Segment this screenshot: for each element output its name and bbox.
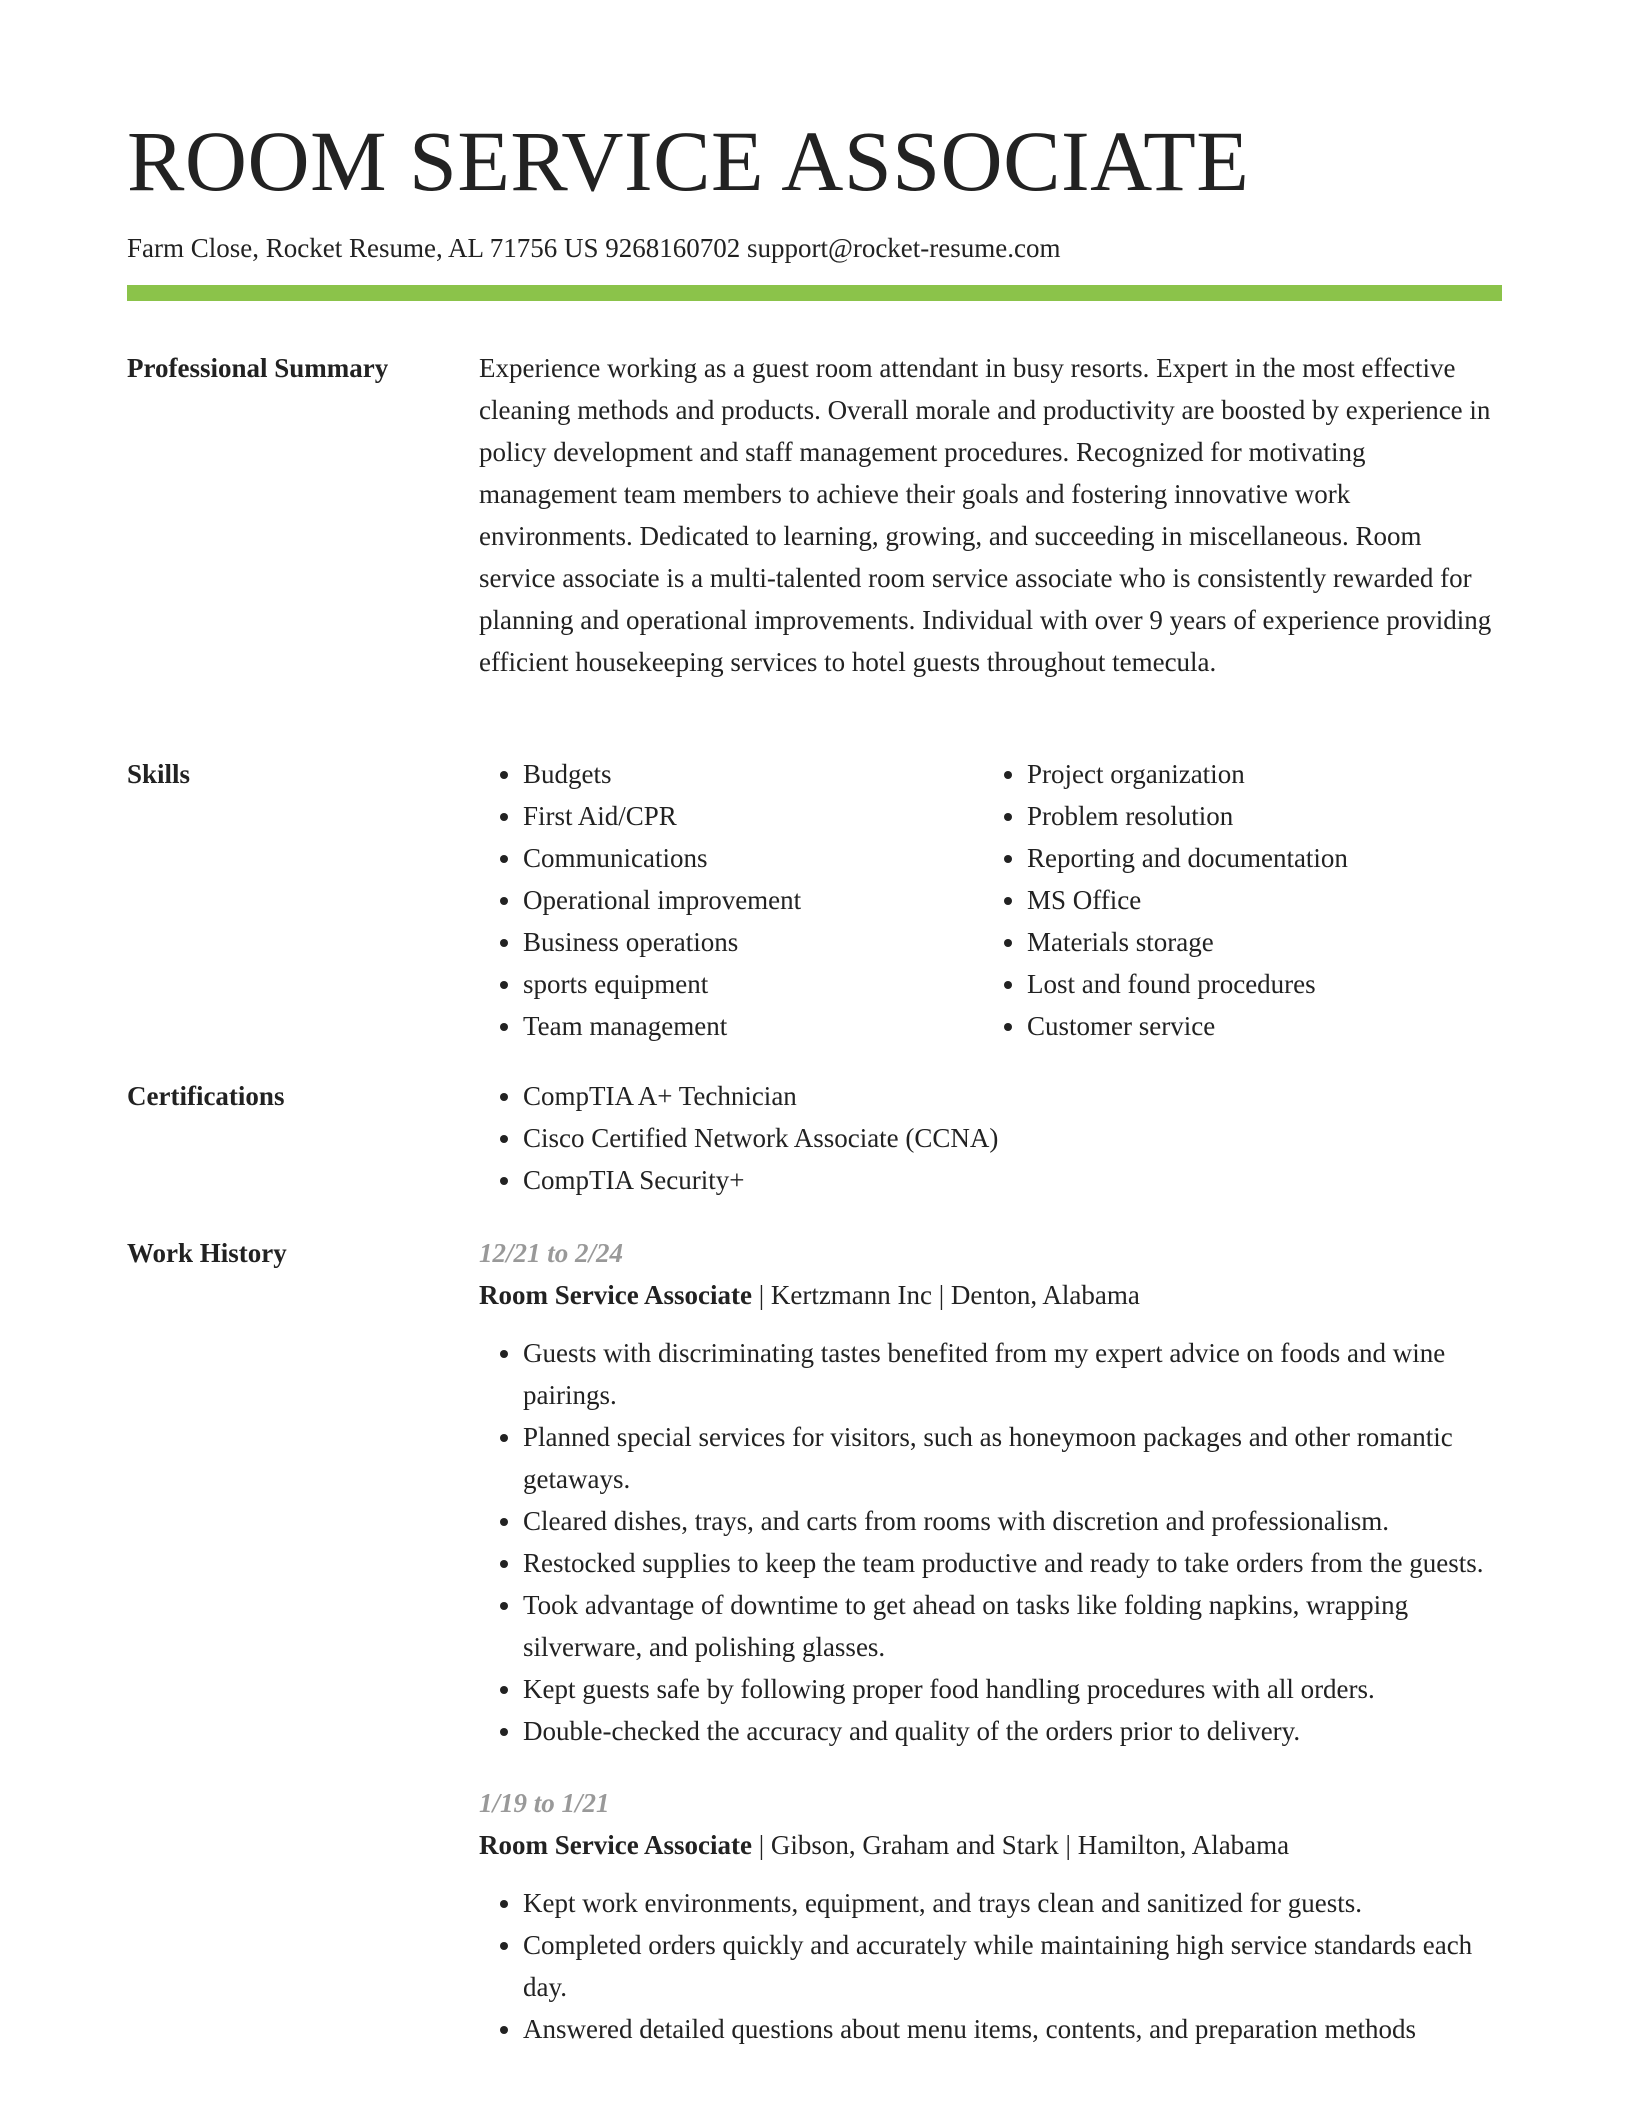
job-employer-location: | Kertzmann Inc | Denton, Alabama — [751, 1280, 1140, 1310]
skills-column-right — [983, 753, 1487, 1047]
skill-item: • Customer service — [1027, 1005, 1487, 1047]
job-bullet: • Kept work environments, equipment, and trays clean and sanitized for guests. — [523, 1882, 1502, 1924]
skill-item: • Materials storage — [1027, 921, 1487, 963]
skill-item: • Problem resolution — [1027, 795, 1487, 837]
job-entry — [479, 1232, 1502, 1752]
certifications-heading: Certifications — [127, 1081, 285, 1111]
certification-item: • Cisco Certified Network Associate (CCNA) — [523, 1117, 1502, 1159]
job-heading — [479, 1274, 1502, 1316]
job-bullet: • Guests with discriminating tastes benefited from my expert advice on foods and wine pairings. — [523, 1332, 1502, 1416]
job-employer-location: | Gibson, Graham and Stark | Hamilton, Alabama — [751, 1830, 1290, 1860]
job-bullet: • Cleared dishes, trays, and carts from rooms with discretion and professionalism. — [523, 1500, 1502, 1542]
skills-list-left — [479, 753, 983, 1047]
certifications-list — [479, 1075, 1502, 1201]
job-bullets — [479, 1332, 1502, 1752]
skill-item: • First Aid/CPR — [523, 795, 983, 837]
skills-column-left — [479, 753, 983, 1047]
work-history-heading: Work History — [127, 1238, 287, 1268]
certification-item: • CompTIA Security+ — [523, 1159, 1502, 1201]
job-title: Room Service Associate — [479, 1280, 752, 1310]
skill-item: • Communications — [523, 837, 983, 879]
skill-item: • Lost and found procedures — [1027, 963, 1487, 1005]
job-bullet: • Planned special services for visitors, such as honeymoon packages and other romantic getaways. — [523, 1416, 1502, 1500]
skills-heading: Skills — [127, 759, 191, 789]
header-divider — [127, 285, 1502, 301]
skill-item: • Budgets — [523, 753, 983, 795]
skill-item: • sports equipment — [523, 963, 983, 1005]
summary-text: Experience working as a guest room attendant in busy resorts. Expert in the most effective cleaning methods and products. Overall morale and productivity are boosted by experience in policy development and staff management procedures. Recognized for motivating management team members to achieve their goals and fostering innovative work environments. Dedicated to learning, growing, and succeeding in miscellaneous. Room service associate is a multi-talented room service associate who is consistently rewarded for planning and operational improvements. Individual with over 9 years of experience providing efficient housekeeping services to hotel guests throughout temecula. — [479, 353, 1492, 677]
job-bullet: • Double-checked the accuracy and quality of the orders prior to delivery. — [523, 1710, 1502, 1752]
job-bullets — [479, 1882, 1502, 2050]
work-history-body — [479, 1232, 1502, 2080]
skill-item: • Reporting and documentation — [1027, 837, 1487, 879]
skill-item: • Project organization — [1027, 753, 1487, 795]
resume-name: ROOM SERVICE ASSOCIATE — [127, 113, 1250, 209]
job-bullet: • Answered detailed questions about menu items, contents, and preparation methods — [523, 2008, 1502, 2050]
contact-info: Farm Close, Rocket Resume, AL 71756 US 9268160702 support@rocket-resume.com — [127, 233, 1061, 263]
certifications-body — [479, 1075, 1502, 1201]
skills-body — [479, 753, 1502, 1047]
job-bullet: • Restocked supplies to keep the team productive and ready to take orders from the guests. — [523, 1542, 1502, 1584]
job-bullet: • Kept guests safe by following proper food handling procedures with all orders. — [523, 1668, 1502, 1710]
job-heading — [479, 1824, 1502, 1866]
skill-item: • Operational improvement — [523, 879, 983, 921]
summary-body — [479, 347, 1502, 683]
job-dates: 12/21 to 2/24 — [479, 1238, 624, 1268]
certification-item: • CompTIA A+ Technician — [523, 1075, 1502, 1117]
job-bullet: • Took advantage of downtime to get ahead on tasks like folding napkins, wrapping silverware, and polishing glasses. — [523, 1584, 1502, 1668]
job-title: Room Service Associate — [479, 1830, 752, 1860]
summary-heading: Professional Summary — [127, 353, 389, 383]
job-bullet: • Completed orders quickly and accurately while maintaining high service standards each day. — [523, 1924, 1502, 2008]
skill-item: • MS Office — [1027, 879, 1487, 921]
job-entry — [479, 1782, 1502, 2050]
skills-list-right — [983, 753, 1487, 1047]
job-dates: 1/19 to 1/21 — [479, 1788, 610, 1818]
skill-item: • Team management — [523, 1005, 983, 1047]
skill-item: • Business operations — [523, 921, 983, 963]
